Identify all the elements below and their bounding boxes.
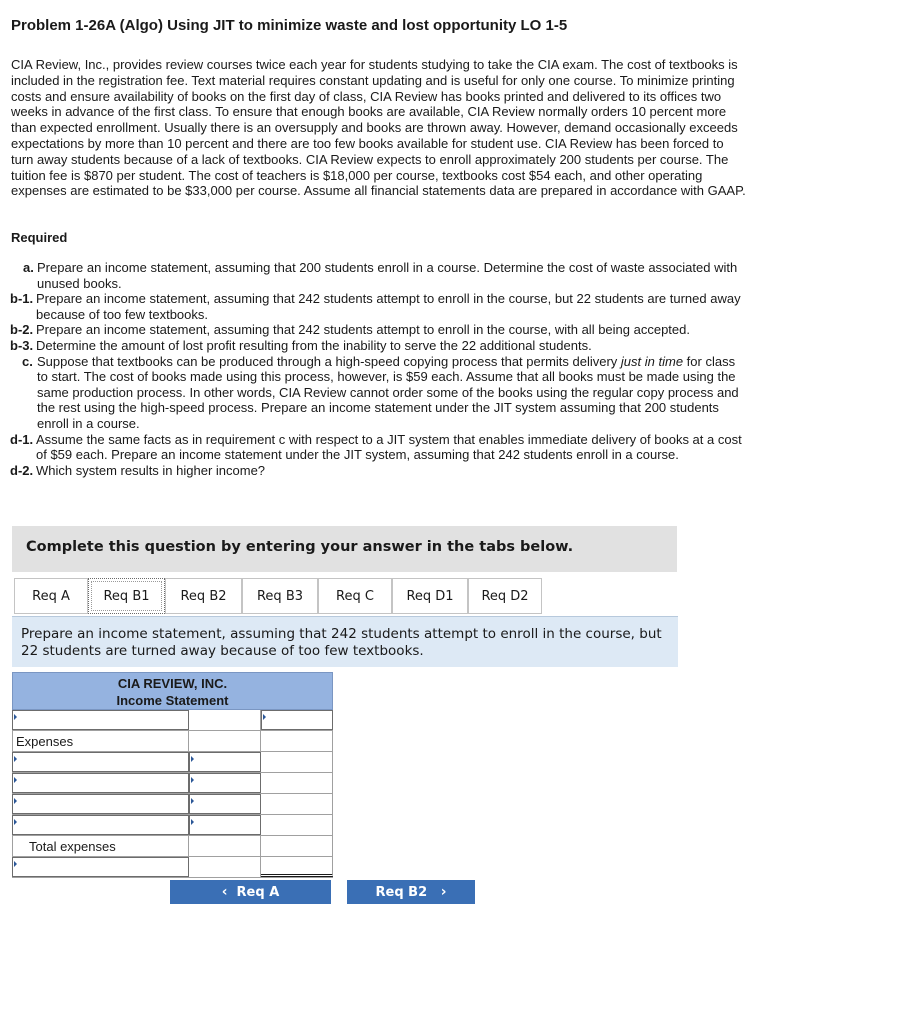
net-income-amount — [261, 857, 333, 877]
table-cell — [261, 752, 333, 772]
next-req-button[interactable]: Req B2 › — [347, 880, 475, 904]
table-cell — [261, 731, 333, 751]
total-expenses-label: Total expenses — [29, 839, 116, 854]
tab-req-d1[interactable]: Req D1 — [392, 578, 468, 614]
expense-amount-input-4[interactable] — [189, 815, 261, 835]
revenue-label-input[interactable] — [12, 710, 189, 730]
table-cell — [189, 836, 261, 856]
statement-title: Income Statement — [116, 693, 229, 708]
table-row — [12, 836, 333, 857]
table-row — [12, 773, 333, 794]
problem-paragraph: CIA Review, Inc., provides review courses twice each year for students studying to take the CIA exam. The cost of textbooks is included in the registration fee. Text material requires constant updating and is useful for only one course. To minimize printing costs and ensure availability of books on the first day of class, CIA Review has books printed and delivered to its offices two weeks in advance of the first class. To ensure that enough books are available, CIA Review normally orders 10 percent more than expected enrollment. Usually there is an oversupply and books are thrown away. However, demand occasionally exceeds expectations by more than 10 percent and there are too few books available for student use. CIA Review has been forced to turn away students because of a lack of textbooks. CIA Review expects to enroll approximately 200 students per course. The tuition fee is $870 per student. The cost of teachers is $18,000 per course, textbooks cost $54 each, and other operating expenses are estimated to be $33,000 per course. Assume all financial statements data are prepared in accordance with GAAP. — [11, 57, 746, 199]
expense-amount-input-3[interactable] — [189, 794, 261, 814]
table-row — [12, 857, 333, 878]
table-row — [12, 794, 333, 815]
table-row — [12, 752, 333, 773]
total-expenses-amount — [261, 836, 333, 856]
table-cell — [261, 773, 333, 793]
expenses-label-cell — [12, 731, 189, 751]
income-statement-table — [12, 672, 333, 878]
tab-req-b3[interactable]: Req B3 — [242, 578, 318, 614]
table-cell — [261, 815, 333, 835]
table-cell — [189, 710, 261, 730]
tab-req-c[interactable]: Req C — [318, 578, 392, 614]
requirement-a: a. Prepare an income statement, assuming that 200 students enroll in a course. Determine the cost of waste associated with unused books. — [23, 260, 738, 291]
total-expenses-label-cell — [12, 836, 189, 856]
table-cell — [189, 731, 261, 751]
requirement-c: c. Suppose that textbooks can be produced through a high-speed copying process that permits delivery just in time for class to start. The cost of books made using this process, however, is $59 each. Assume that all books must be made using the same production process. In other words, CIA Review cannot order some of the books using the regular copy process and the rest using the high-speed process. Prepare an income statement under the JIT system assuming that 200 students enroll in a course. — [22, 353, 739, 431]
tab-req-b2[interactable]: Req B2 — [165, 578, 242, 614]
expense-label-input-4[interactable] — [12, 815, 189, 835]
expense-amount-input-1[interactable] — [189, 752, 261, 772]
tab-req-d2[interactable]: Req D2 — [468, 578, 542, 614]
requirement-prompt: Prepare an income statement, assuming that 242 students attempt to enroll in the course, but 22 students are turned away because of too few textbooks. — [12, 617, 678, 667]
expense-label-input-3[interactable] — [12, 794, 189, 814]
tab-req-a[interactable]: Req A — [14, 578, 88, 614]
instruction-banner: Complete this question by entering your answer in the tabs below. — [12, 526, 677, 572]
company-name: CIA REVIEW, INC. — [117, 676, 228, 691]
requirement-b2: b-2. Prepare an income statement, assuming that 242 students attempt to enroll in the course, with all being accepted. — [10, 322, 690, 338]
table-cell — [261, 794, 333, 814]
requirement-d2: d-2. Which system results in higher income? — [10, 462, 266, 478]
requirements-list — [11, 260, 746, 478]
expense-label-input-2[interactable] — [12, 773, 189, 793]
table-row — [12, 710, 333, 731]
prev-req-button[interactable]: ‹ Req A — [170, 880, 331, 904]
problem-title: Problem 1-26A (Algo) Using JIT to minimize waste and lost opportunity LO 1-5 — [11, 17, 568, 34]
expense-label-input-1[interactable] — [12, 752, 189, 772]
revenue-amount-input[interactable] — [261, 710, 333, 730]
statement-header — [12, 672, 333, 710]
chevron-left-icon: ‹ — [221, 884, 228, 900]
chevron-right-icon: › — [440, 884, 447, 900]
table-row — [12, 815, 333, 836]
requirement-b1: b-1. Prepare an income statement, assuming that 242 students attempt to enroll in the course, but 22 students are turned away because of too few textbooks. — [10, 291, 741, 322]
expense-amount-input-2[interactable] — [189, 773, 261, 793]
table-cell — [189, 857, 261, 877]
tab-req-b1[interactable]: Req B1 — [88, 578, 165, 614]
net-income-label-input[interactable] — [12, 857, 189, 877]
requirement-b3: b-3. Determine the amount of lost profit resulting from the inability to serve the 22 additional students. — [10, 337, 592, 353]
expenses-label: Expenses — [16, 734, 74, 749]
requirement-d1: d-1. Assume the same facts as in requirement c with respect to a JIT system that enables immediate delivery of books at a cost of $59 each. Prepare an income statement under the JIT system, assuming that 242 students enroll in a course. — [10, 431, 742, 463]
table-row — [12, 731, 333, 752]
required-heading: Required — [11, 230, 68, 245]
